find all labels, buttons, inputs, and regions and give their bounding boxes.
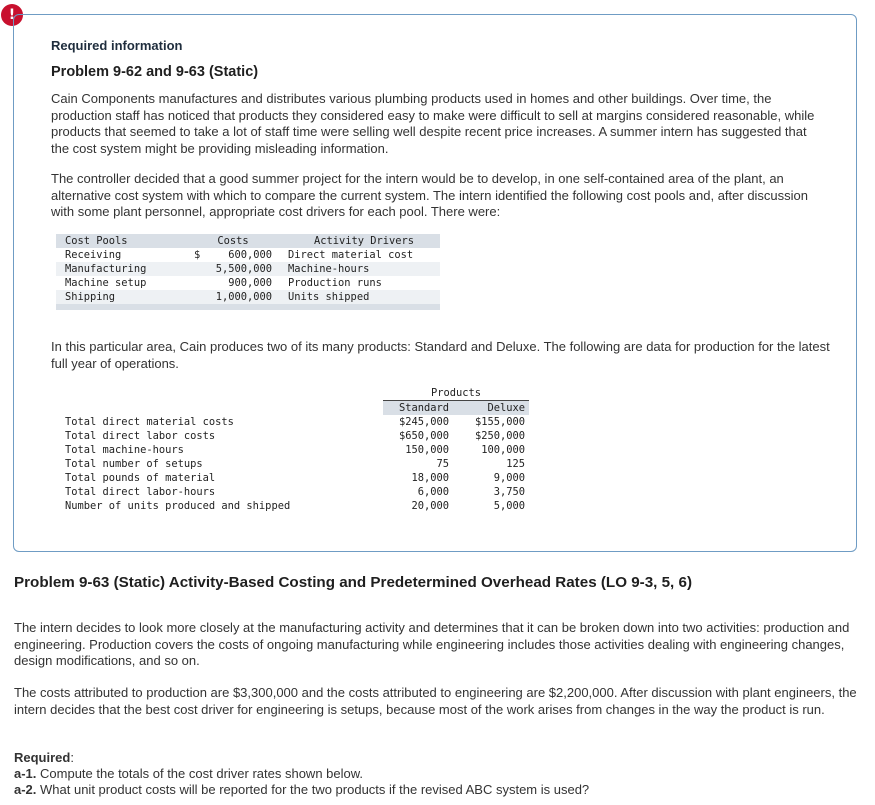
standard-value: 150,000 <box>405 444 449 456</box>
products-paragraph: In this particular area, Cain produces two of its many products: Standard and Deluxe. The following are data for production for the latest full year of operations. <box>51 339 830 371</box>
problem-title: Problem 9-62 and 9-63 (Static) <box>51 64 259 80</box>
requirement-label: a-2. <box>14 782 37 797</box>
pool-cost: 5,500,000 <box>194 262 278 276</box>
cost-pools-header-row <box>56 234 440 248</box>
table-row <box>56 415 529 429</box>
deluxe-value: $250,000 <box>474 430 525 442</box>
pool-driver: Production runs <box>288 277 382 289</box>
row-label: Number of units produced and shipped <box>65 500 291 512</box>
alert-icon: ! <box>1 4 23 26</box>
intern-paragraph: The intern decides to look more closely at the manufacturing activity and determines that it can be broken down into two activities: production and engineering. Production covers the costs of ongoing manufacturing while engineering includes those activities dealing with engineering changes, design modifications, and so on. <box>14 620 850 668</box>
deluxe-value: 5,000 <box>493 500 525 512</box>
requirement-text: Compute the totals of the cost driver rates shown below. <box>36 766 364 781</box>
pool-driver: Machine-hours <box>278 262 440 276</box>
pool-name: Receiving <box>65 249 122 261</box>
costs-paragraph: The costs attributed to production are $3,300,000 and the costs attributed to engineering are $2,200,000. After discussion with plant engineers, the intern decides that the best cost driver for engineering is setups, because most of the work arises from changes in the way the product is run. <box>14 685 857 717</box>
table-row <box>56 276 440 290</box>
row-label: Total number of setups <box>65 458 203 470</box>
requirement-label: a-1. <box>14 766 37 781</box>
row-label: Total machine-hours <box>65 444 184 456</box>
requirement-text: What unit product costs will be reported for the two products if the revised ABC system is used? <box>36 782 590 797</box>
problem-63-title: Problem 9-63 (Static) Activity-Based Costing and Predetermined Overhead Rates (LO 9-3, 5, 6) <box>14 574 693 591</box>
cost-pools-table <box>56 234 440 310</box>
requirement-a2 <box>14 782 864 799</box>
required-colon: : <box>70 750 74 765</box>
controller-paragraph: The controller decided that a good summer project for the intern would be to develop, in one self-contained area of the plant, an alternative cost system with which to compare the current system. The intern identified the following cost pools and, after discussion with some plant personnel, appropriate cost drivers for each pool. There were: <box>51 171 809 219</box>
table-row <box>56 471 529 485</box>
required-label-line <box>14 750 864 767</box>
standard-value: $650,000 <box>398 430 449 442</box>
table-row <box>56 429 529 443</box>
header-activity-drivers: Activity Drivers <box>278 234 440 248</box>
required-label: Required <box>14 750 71 765</box>
table-row <box>56 499 529 513</box>
deluxe-value: 100,000 <box>481 444 525 456</box>
table-row <box>56 262 440 276</box>
pool-driver: Units shipped <box>278 290 440 304</box>
required-information-heading: Required information <box>51 38 183 53</box>
deluxe-value: $155,000 <box>474 416 525 428</box>
header-standard: Standard <box>383 401 453 416</box>
row-label: Total direct labor-hours <box>65 486 216 498</box>
standard-value: 75 <box>436 458 449 470</box>
pool-cost: 900,000 <box>228 277 272 289</box>
header-deluxe: Deluxe <box>453 401 529 416</box>
standard-value: $245,000 <box>398 416 449 428</box>
pool-cost-value: 600,000 <box>228 249 272 261</box>
pool-name: Manufacturing <box>56 262 194 276</box>
table-row <box>56 443 529 457</box>
products-column-header-row <box>56 401 529 416</box>
currency-symbol: $ <box>194 249 201 261</box>
production-data-table <box>56 386 529 513</box>
standard-value: 20,000 <box>411 500 449 512</box>
deluxe-value: 3,750 <box>493 486 525 498</box>
products-group-header-row <box>56 386 529 401</box>
products-group-header: Products <box>383 386 529 401</box>
deluxe-value: 125 <box>506 458 525 470</box>
pool-cost <box>194 248 278 262</box>
pool-cost: 1,000,000 <box>194 290 278 304</box>
table-row <box>56 290 440 304</box>
header-costs: Costs <box>194 234 278 248</box>
row-label: Total direct material costs <box>65 416 234 428</box>
table-footer-bar <box>56 304 440 310</box>
standard-value: 6,000 <box>417 486 449 498</box>
standard-value: 18,000 <box>411 472 449 484</box>
pool-name: Machine setup <box>65 277 147 289</box>
pool-driver: Direct material cost <box>288 249 414 261</box>
header-cost-pools: Cost Pools <box>56 234 194 248</box>
row-label: Total direct labor costs <box>65 430 216 442</box>
table-row <box>56 485 529 499</box>
table-row <box>56 248 440 262</box>
row-label: Total pounds of material <box>65 472 216 484</box>
table-row <box>56 457 529 471</box>
intro-paragraph: Cain Components manufactures and distributes various plumbing products used in homes and other buildings. Over time, the production staff has noticed that products they considered easy to make were difficult to sell at margins considered reasonable, while products that seemed to take a lot of staff time were selling well despite recent price increases. A summer intern has suggested that the cost system might be providing misleading information. <box>51 91 815 156</box>
pool-name: Shipping <box>56 290 194 304</box>
deluxe-value: 9,000 <box>493 472 525 484</box>
requirement-a1 <box>14 766 864 783</box>
